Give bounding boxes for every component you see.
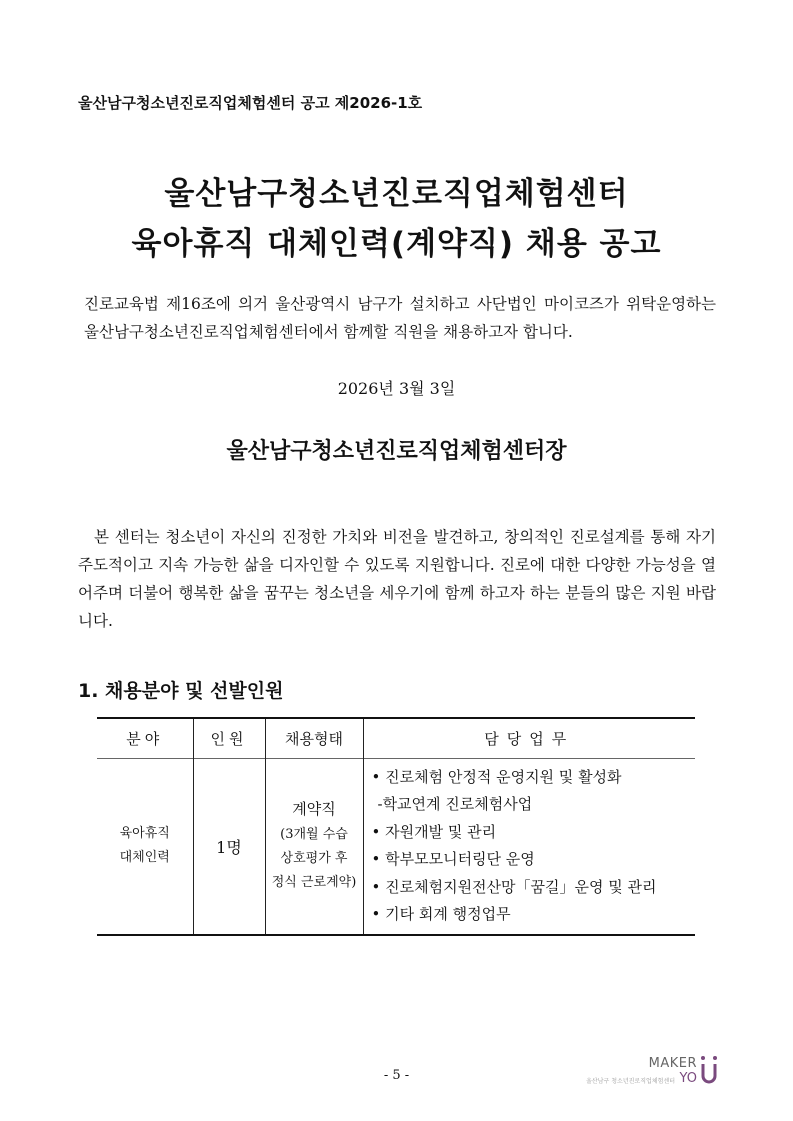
body-paragraph: 본 센터는 청소년이 자신의 진정한 가치와 비전을 발견하고, 창의적인 진로설계를 통해 자기주도적이고 지속 가능한 삶을 디자인할 수 있도록 지원합니다. 진로에 대한 다양한 가능성을 열어주며 더불어 행복한 삶을 꿈꾸는 청소년을 세우기에 함께 하고자 하는 분들의 많은 지원 바랍니다. — [78, 528, 716, 630]
duty-item: • 자원개발 및 관리 — [371, 822, 497, 841]
logo-text-maker: MAKER — [648, 1056, 697, 1071]
type-note: 상호평가 후 — [280, 850, 348, 866]
field-line: 대체인력 — [119, 850, 170, 866]
notice-number: 울산남구청소년진로직업체험센터 공고 제2026-1호 — [78, 94, 423, 112]
page-number: - 5 - — [383, 1068, 410, 1083]
duty-item: • 기타 회계 행정업무 — [371, 905, 511, 924]
table-row — [97, 758, 695, 935]
logo-caption: 울산남구 청소년진로직업체험센터 — [586, 1078, 675, 1085]
maker-you-logo — [586, 1050, 725, 1090]
cell-field — [97, 758, 193, 935]
type-note: (3개월 수습 — [280, 826, 348, 842]
signatory: 울산남구청소년진로직업체험센터장 — [226, 439, 567, 464]
intro-paragraph: 진로교육법 제16조에 의거 울산광역시 남구가 설치하고 사단법인 마이코즈가 위탁운영하는 울산남구청소년진로직업체험센터에서 함께할 직원을 채용하고자 합니다. — [84, 295, 716, 341]
header-type: 채용형태 — [265, 718, 363, 758]
duty-item: -학교연계 진로체험사업 — [377, 795, 533, 814]
cell-duties — [363, 758, 695, 935]
type-note: 정식 근로계약) — [271, 874, 357, 890]
title-line-2: 육아휴직 대체인력(계약직) 채용 공고 — [131, 226, 662, 262]
duty-item: • 진로체험 안정적 운영지원 및 활성화 — [371, 767, 622, 786]
notice-date: 2026년 3월 3일 — [337, 379, 456, 398]
section-heading: 1. 채용분야 및 선발인원 — [78, 680, 284, 702]
title-line-1: 울산남구청소년진로직업체험센터 — [164, 176, 629, 212]
recruitment-table — [97, 717, 695, 936]
duty-item: • 학부모모니터링단 운영 — [371, 850, 535, 869]
duty-item: • 진로체험지원전산망「꿈길」운영 및 관리 — [371, 877, 657, 896]
header-count: 인원 — [193, 718, 265, 758]
header-duties: 담당업무 — [363, 718, 695, 758]
header-field: 분야 — [97, 718, 193, 758]
field-line: 육아휴직 — [119, 826, 170, 842]
cell-count: 1명 — [193, 758, 265, 935]
type-label: 계약직 — [292, 799, 336, 818]
logo-u-icon — [699, 1054, 719, 1086]
logo-text-yo: YO — [679, 1071, 697, 1086]
cell-type — [265, 758, 363, 935]
table-header-row — [97, 718, 695, 758]
